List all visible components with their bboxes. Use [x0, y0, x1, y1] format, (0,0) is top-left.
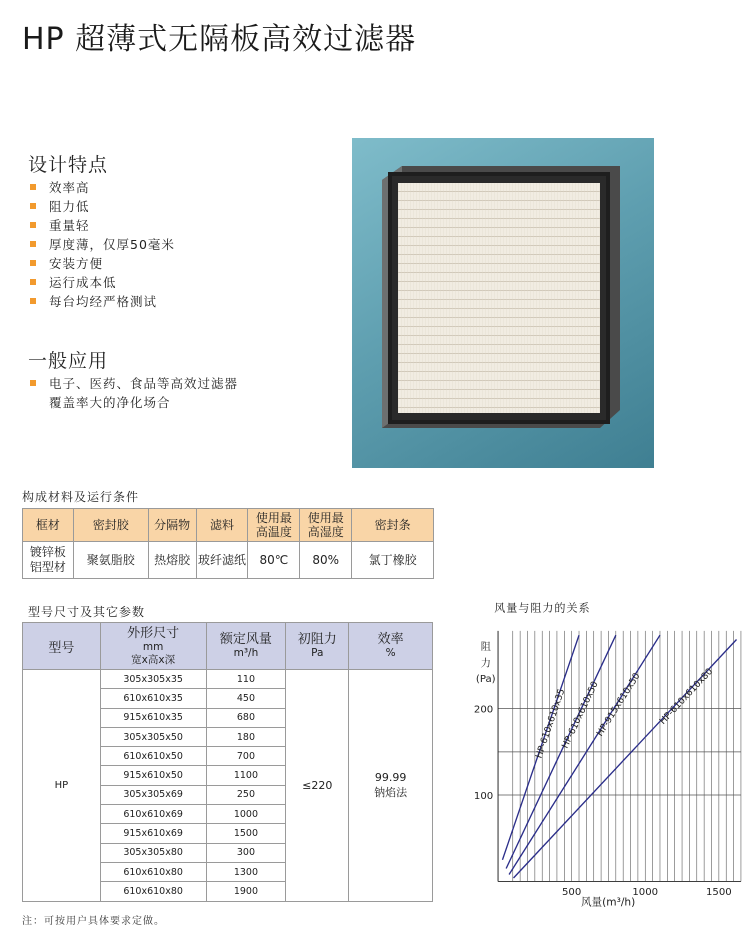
series-label: HP-915x610x50 [595, 671, 643, 739]
product-photo [352, 138, 654, 468]
design-heading: 设计特点 [28, 154, 109, 176]
header-model: 型号 [23, 623, 101, 670]
size-cell: 610x610x69 [100, 805, 206, 824]
size-cell: 305x305x69 [100, 785, 206, 804]
size-cell: 915x610x69 [100, 824, 206, 843]
size-cell: 305x305x80 [100, 843, 206, 862]
design-item: 重量轻 [25, 216, 175, 235]
application-item-continued: 覆盖率大的净化场合 [49, 395, 171, 410]
materials-value-cell: 氯丁橡胶 [352, 542, 434, 579]
series-line [509, 635, 660, 874]
materials-table [22, 508, 434, 579]
flow-cell: 180 [206, 727, 286, 746]
chart-x-label: 风量(m³/h) [580, 896, 636, 909]
y-label-part: (Pa) [475, 673, 496, 685]
page-title: HP 超薄式无隔板高效过滤器 [22, 22, 417, 57]
size-cell: 610x610x50 [100, 747, 206, 766]
header-efficiency: 效率 % [349, 623, 433, 670]
table-row [23, 670, 433, 689]
materials-header-cell: 密封条 [352, 509, 434, 542]
design-item: 厚度薄，仅厚50毫米 [25, 235, 175, 254]
size-cell: 610x610x80 [100, 862, 206, 881]
flow-cell: 1100 [206, 766, 286, 785]
materials-header-cell: 滤料 [196, 509, 248, 542]
bullet-icon [30, 260, 36, 266]
design-item: 每台均经严格测试 [25, 292, 175, 311]
specs-header-row [23, 623, 433, 670]
bullet-icon [30, 203, 36, 209]
size-cell: 915x610x50 [100, 766, 206, 785]
bullet-icon [30, 279, 36, 285]
materials-header-cell: 框材 [23, 509, 74, 542]
x-tick-label: 1000 [632, 886, 659, 898]
model-cell: HP [23, 670, 101, 902]
application-list [25, 374, 238, 412]
materials-header-cell: 分隔物 [148, 509, 196, 542]
flow-cell: 1900 [206, 882, 286, 901]
flow-cell: 680 [206, 708, 286, 727]
materials-value-row [23, 542, 434, 579]
design-item: 安装方便 [25, 254, 175, 273]
materials-value-cell: 80% [300, 542, 352, 579]
bullet-icon [30, 184, 36, 190]
flow-cell: 700 [206, 747, 286, 766]
materials-header-cell: 密封胶 [73, 509, 148, 542]
series-label: HP-610x610x35 [534, 687, 568, 760]
application-item: 电子、医药、食品等高效过滤器 [25, 374, 238, 393]
materials-value-cell: 聚氨脂胶 [73, 542, 148, 579]
bullet-icon [30, 241, 36, 247]
specs-heading: 型号尺寸及其它参数 [28, 605, 146, 619]
materials-heading: 构成材料及运行条件 [22, 490, 140, 504]
flow-cell: 300 [206, 843, 286, 862]
y-tick-label: 200 [473, 704, 494, 716]
size-cell: 610x610x80 [100, 882, 206, 901]
size-cell: 305x305x50 [100, 727, 206, 746]
chart-series [502, 635, 736, 878]
series-label: HP-610x610x50 [560, 680, 601, 751]
y-label-part: 阻 [480, 642, 491, 654]
bullet-icon [30, 298, 36, 304]
design-item: 阻力低 [25, 197, 175, 216]
size-cell: 915x610x35 [100, 708, 206, 727]
header-size: 外形尺寸 mm 宽x高x深 [100, 623, 206, 670]
header-resistance: 初阻力 Pa [286, 623, 349, 670]
y-label-part: 力 [480, 658, 491, 670]
materials-value-cell: 镀锌板 铝型材 [23, 542, 74, 579]
chart-y-label [476, 641, 496, 685]
materials-header-row [23, 509, 434, 542]
materials-header-cell: 使用最 高温度 [248, 509, 300, 542]
flow-cell: 110 [206, 670, 286, 689]
efficiency-cell: 99.99 钠焰法 [349, 670, 433, 902]
chart-title: 风量与阻力的关系 [494, 601, 591, 615]
header-flow: 额定风量 m³/h [206, 623, 286, 670]
bullet-icon [30, 222, 36, 228]
filter-image [352, 138, 654, 468]
design-list [25, 178, 175, 311]
footnote: 注：可按用户具体要求定做。 [22, 916, 165, 927]
materials-header-cell: 使用最 高湿度 [300, 509, 352, 542]
size-cell: 305x305x35 [100, 670, 206, 689]
flow-cell: 250 [206, 785, 286, 804]
series-label: HP-610x610x80 [658, 666, 716, 727]
flow-cell: 1300 [206, 862, 286, 881]
size-cell: 610x610x35 [100, 689, 206, 708]
design-item: 运行成本低 [25, 273, 175, 292]
y-tick-label: 100 [473, 790, 494, 802]
x-tick-label: 500 [562, 886, 582, 898]
design-item: 效率高 [25, 178, 175, 197]
materials-value-cell: 玻纤滤纸 [196, 542, 248, 579]
specs-table [22, 622, 433, 902]
flow-cell: 450 [206, 689, 286, 708]
flow-cell: 1000 [206, 805, 286, 824]
materials-value-cell: 热熔胶 [148, 542, 196, 579]
bullet-icon [30, 380, 36, 386]
materials-value-cell: 80℃ [248, 542, 300, 579]
flow-cell: 1500 [206, 824, 286, 843]
flow-resistance-chart [462, 600, 750, 920]
resistance-cell: ≤220 [286, 670, 349, 902]
application-heading: 一般应用 [28, 350, 109, 372]
x-tick-label: 1500 [705, 886, 732, 898]
